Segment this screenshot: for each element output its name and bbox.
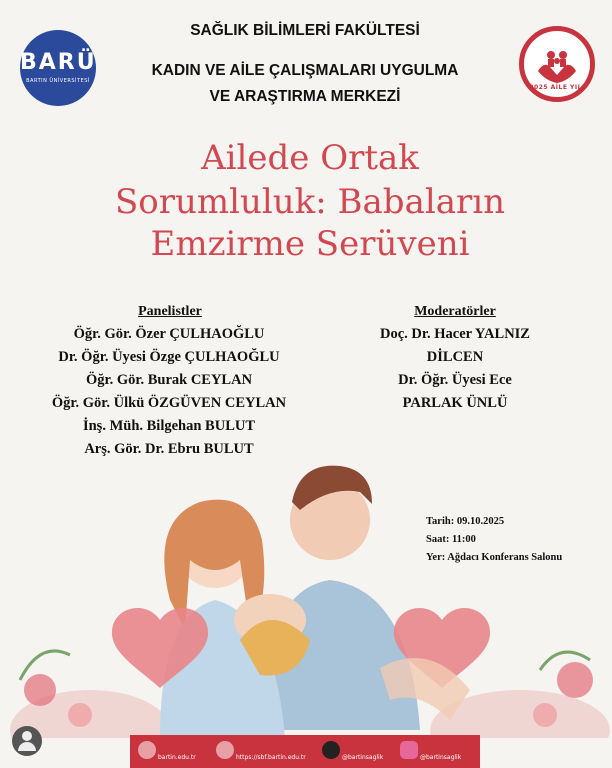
event-title-line2: Sorumluluk: Babaların xyxy=(114,182,506,222)
profile-avatar-icon[interactable] xyxy=(12,726,42,756)
event-title-line1: Ailede Ortak xyxy=(201,138,419,178)
university-icon xyxy=(138,741,156,759)
faculty-name: SAĞLIK BİLİMLERİ FAKÜLTESİ xyxy=(190,22,420,39)
panelist-name: Arş. Gör. Dr. Ebru BULUT xyxy=(84,441,254,457)
panelist-name: Dr. Öğr. Üyesi Özge ÇULHAOĞLU xyxy=(58,349,280,365)
panelist-name: Öğr. Gör. Özer ÇULHAOĞLU xyxy=(73,326,265,342)
family-year-logo xyxy=(519,26,595,102)
moderators-heading: Moderatörler xyxy=(414,304,496,319)
logo-brand-text: BARÜ xyxy=(20,50,97,75)
globe-icon xyxy=(216,741,234,759)
panelist-name: Öğr. Gör. Ülkü ÖZGÜVEN CEYLAN xyxy=(51,395,287,411)
family-illustration xyxy=(0,440,612,738)
moderator-line: DİLCEN xyxy=(426,349,484,365)
moderator-line: Dr. Öğr. Üyesi Ece xyxy=(398,372,512,388)
center-name-line2: VE ARAŞTIRMA MERKEZİ xyxy=(209,88,401,105)
logo-ring-text: 2025 AİLE YILI xyxy=(529,84,585,91)
center-name-line1: KADIN VE AİLE ÇALIŞMALARI UYGULMA xyxy=(151,62,459,79)
footer-website[interactable]: bartin.edu.tr xyxy=(158,754,196,761)
logo-sub-text: BARTIN ÜNİVERSİTESİ xyxy=(26,78,90,84)
moderator-line: Doç. Dr. Hacer YALNIZ xyxy=(380,326,530,342)
x-icon xyxy=(322,741,340,759)
event-date: Tarih: 09.10.2025 xyxy=(426,516,505,527)
moderator-line: PARLAK ÜNLÜ xyxy=(402,395,508,411)
panelists-heading: Panelistler xyxy=(138,304,202,319)
baru-logo xyxy=(20,30,96,106)
event-title-line3: Emzirme Serüveni xyxy=(150,224,470,264)
footer-x-handle[interactable]: @bartinsaglik xyxy=(342,754,384,761)
footer-bar xyxy=(130,735,480,768)
instagram-icon xyxy=(400,741,418,759)
event-time: Saat: 11:00 xyxy=(426,534,476,545)
footer-instagram-handle[interactable]: @bartinsaglik xyxy=(420,754,462,761)
footer-faculty-site[interactable]: https://sbf.bartin.edu.tr xyxy=(236,754,306,761)
panelist-name: İnş. Müh. Bilgehan BULUT xyxy=(82,418,256,434)
event-place: Yer: Ağdacı Konferans Salonu xyxy=(426,552,563,563)
panelist-name: Öğr. Gör. Burak CEYLAN xyxy=(85,372,253,388)
